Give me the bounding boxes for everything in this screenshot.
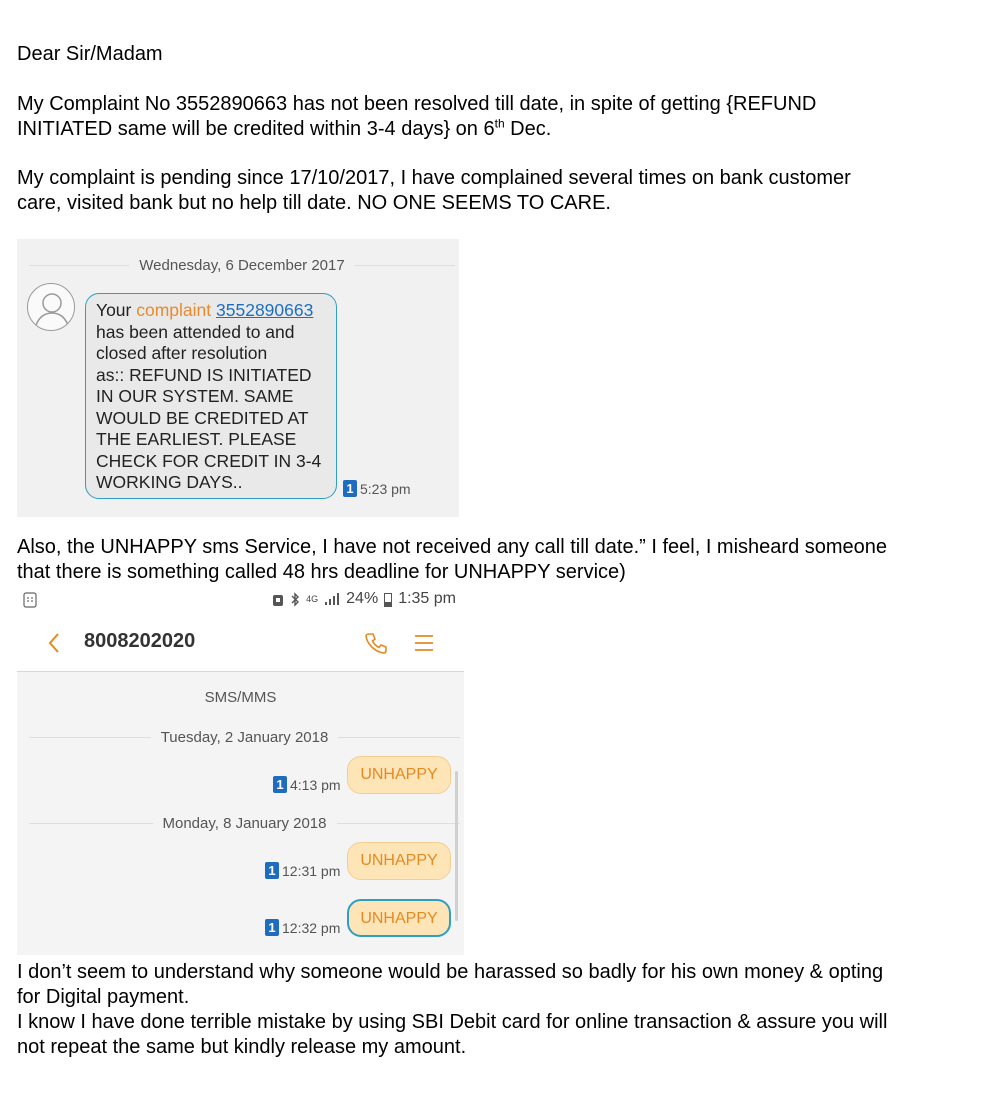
- clock: 1:35 pm: [398, 590, 456, 607]
- message-line: IN OUR SYSTEM. SAME: [96, 386, 294, 406]
- sim-card-icon: [23, 592, 37, 608]
- closing-paragraph-line-2: for Digital payment.: [17, 986, 190, 1008]
- complaint-number-link[interactable]: 3552890663: [216, 300, 314, 320]
- contact-number: 8008202020: [84, 630, 196, 652]
- complaint-paragraph-line-2: [17, 117, 551, 142]
- menu-icon[interactable]: [413, 633, 435, 653]
- salutation: Dear Sir/Madam: [17, 43, 163, 65]
- network-type: 4G: [306, 593, 319, 604]
- time-label: 4:13 pm: [290, 776, 341, 793]
- status-bar: [17, 587, 464, 613]
- person-icon: [28, 284, 75, 331]
- complaint-paragraph-line-1: My Complaint No 3552890663 has not been resolved till date, in spite of getting {REFUND: [17, 93, 817, 115]
- request-paragraph-line-1: I know I have done terrible mistake by using SBI Debit card for online transaction & assure you will: [17, 1011, 888, 1033]
- battery-icon: [384, 592, 392, 607]
- phone-call-icon[interactable]: [364, 631, 388, 655]
- message-text: UNHAPPY: [360, 766, 438, 783]
- message-line: closed after resolution: [96, 343, 268, 363]
- signal-icon: [324, 592, 340, 606]
- sim-1-icon: 1: [265, 862, 279, 879]
- message-line: THE EARLIEST. PLEASE: [96, 429, 297, 449]
- outgoing-message-bubble-selected[interactable]: [347, 899, 451, 937]
- message-prefix: Your: [96, 300, 137, 320]
- complaint-keyword: complaint: [136, 300, 212, 320]
- unhappy-paragraph-line-1: Also, the UNHAPPY sms Service, I have not received any call till date.” I feel, I misheard someone: [17, 536, 888, 558]
- message-timestamp: [273, 776, 341, 793]
- contact-avatar-icon: [27, 283, 75, 331]
- pending-paragraph-line-1: My complaint is pending since 17/10/2017, I have complained several times on bank customer: [17, 167, 851, 189]
- sms-screenshot-unhappy-thread: [17, 587, 464, 955]
- divider-line: [337, 823, 461, 824]
- date-label: Tuesday, 2 January 2018: [160, 728, 329, 746]
- scrollbar[interactable]: [455, 771, 458, 921]
- alarm-icon: [272, 592, 284, 607]
- closing-paragraph-line-1: I don’t seem to understand why someone would be harassed so badly for his own money & opting: [17, 961, 884, 983]
- date-label: Monday, 8 January 2018: [162, 814, 327, 832]
- message-text: UNHAPPY: [360, 910, 438, 927]
- date-divider: [29, 255, 455, 275]
- message-line: CHECK FOR CREDIT IN 3-4: [96, 450, 322, 471]
- outgoing-message-bubble[interactable]: [347, 842, 451, 880]
- message-timestamp: [265, 862, 340, 879]
- back-arrow-icon[interactable]: [47, 632, 61, 654]
- time-label: 5:23 pm: [360, 480, 411, 497]
- date-divider: [29, 727, 460, 747]
- message-first-line: [96, 300, 326, 322]
- message-line: as:: REFUND IS INITIATED: [96, 364, 312, 385]
- sim-1-icon: 1: [343, 480, 357, 497]
- message-line: has been attended to and: [96, 321, 295, 342]
- divider-line: [29, 737, 151, 738]
- channel-label: SMS/MMS: [204, 689, 277, 706]
- divider-line: [338, 737, 460, 738]
- time-label: 12:31 pm: [282, 862, 341, 879]
- status-icons: [272, 590, 456, 608]
- date-label: Wednesday, 6 December 2017: [139, 256, 345, 274]
- incoming-message-bubble[interactable]: [85, 293, 337, 499]
- request-paragraph-line-2: not repeat the same but kindly release my amount.: [17, 1036, 467, 1058]
- pending-paragraph-line-2: care, visited bank but no help till date. NO ONE SEEMS TO CARE.: [17, 192, 611, 214]
- sim-1-icon: 1: [273, 776, 287, 793]
- superscript: th: [494, 116, 505, 131]
- message-timestamp: [343, 480, 411, 497]
- message-timestamp: [265, 919, 340, 936]
- sim-1-icon: 1: [265, 919, 279, 936]
- battery-percent: 24%: [346, 590, 379, 607]
- sms-screenshot-bank-reply: [17, 239, 459, 517]
- message-line: WORKING DAYS..: [96, 472, 243, 492]
- divider-line: [355, 265, 455, 266]
- message-text: UNHAPPY: [360, 852, 438, 869]
- conversation-header: [17, 613, 464, 672]
- text-span: Dec.: [504, 118, 552, 140]
- bluetooth-icon: [290, 592, 300, 607]
- unhappy-paragraph-line-2: that there is something called 48 hrs deadline for UNHAPPY service): [17, 561, 626, 583]
- message-line: WOULD BE CREDITED AT: [96, 407, 309, 428]
- text-span: INITIATED same will be credited within 3-4 days} on 6: [17, 118, 495, 140]
- divider-line: [29, 823, 153, 824]
- date-divider: [29, 813, 460, 833]
- time-label: 12:32 pm: [282, 919, 341, 936]
- outgoing-message-bubble[interactable]: [347, 756, 451, 794]
- divider-line: [29, 265, 129, 266]
